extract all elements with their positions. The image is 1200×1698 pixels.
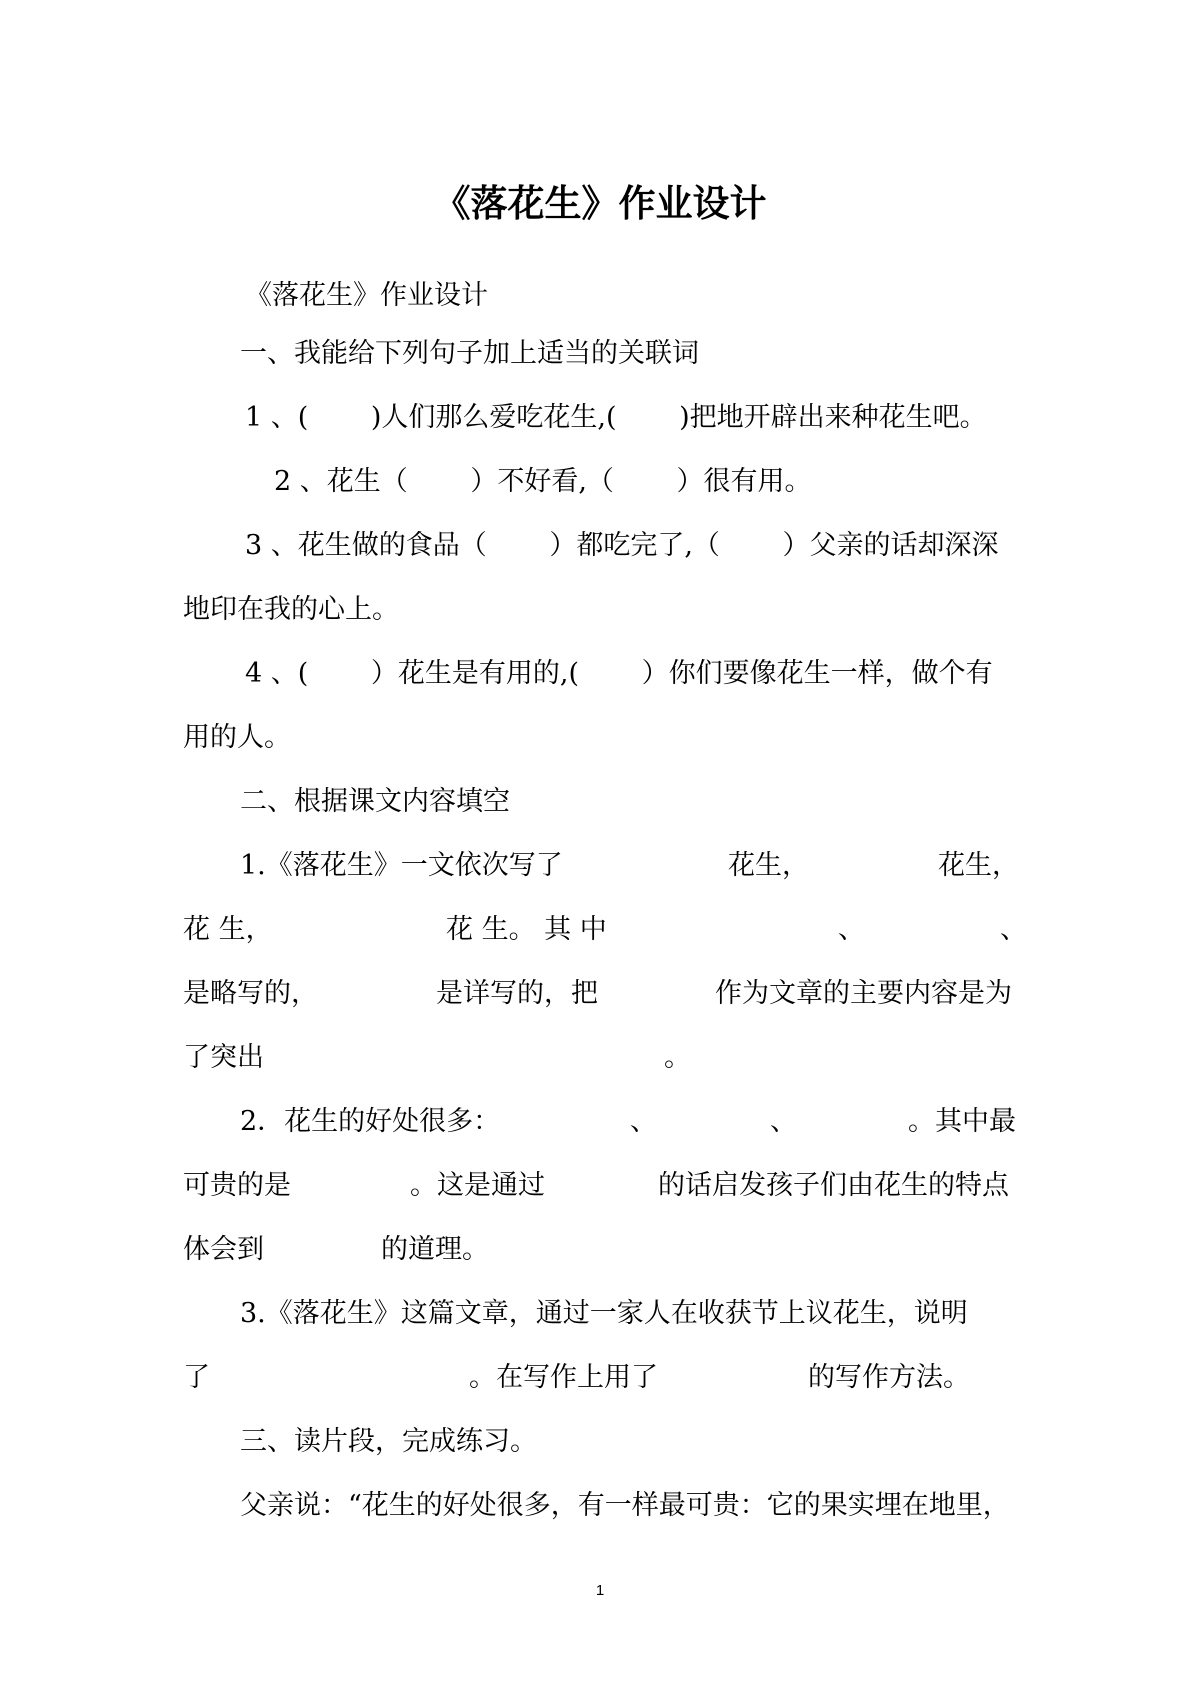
fill-3-line-1: 3.《落花生》这篇文章，通过一家人在收获节上议花生，说明 [240, 1298, 968, 1329]
fill-2-line-1-d: 。其中最 [908, 1106, 1016, 1137]
fill-1-line-2-c: 、 [838, 914, 865, 945]
fill-3-line-2-b: 。在写作上用了 [469, 1362, 658, 1393]
subtitle-line: 《落花生》作业设计 [245, 280, 488, 311]
fill-1-line-2-a: 花 生， [183, 914, 273, 945]
fill-1-line-3-a: 是略写的， [183, 978, 318, 1009]
fill-2-line-3-a: 体会到 [183, 1234, 264, 1265]
passage-line-1: 父亲说：“花生的好处很多，有一样最可贵：它的果实埋在地里， [240, 1490, 1010, 1521]
question-1-3-line-1: 3 、花生做的食品（ ）都吃完了,（ ）父亲的话却深深 [245, 530, 999, 561]
fill-2-line-2-a: 可贵的是 [183, 1170, 291, 1201]
fill-1-line-1-b: 花生， [728, 850, 809, 881]
fill-1-line-4-b: 。 [664, 1042, 691, 1073]
fill-1-line-3-c: 作为文章的主要内容是为 [715, 978, 1012, 1009]
fill-1-line-3-b: 是详写的，把 [436, 978, 598, 1009]
fill-3-line-2-c: 的写作方法。 [808, 1362, 970, 1393]
fill-2-line-2-b: 。这是通过 [410, 1170, 545, 1201]
document-title: 《落花生》作业设计 [433, 182, 767, 225]
question-1-2: 2 、花生（ ）不好看,（ ）很有用。 [274, 466, 812, 497]
question-1-3-line-2: 地印在我的心上。 [183, 594, 399, 625]
fill-2-line-1-a: 2．花生的好处很多： [240, 1106, 501, 1137]
fill-2-line-3-b: 的道理。 [381, 1234, 489, 1265]
section-one-heading: 一、我能给下列句子加上适当的关联词 [240, 338, 699, 369]
fill-2-line-1-b: 、 [630, 1106, 657, 1137]
section-three-heading: 三、读片段，完成练习。 [240, 1426, 537, 1457]
question-1-4-line-1: 4 、( ）花生是有用的,( ）你们要像花生一样，做个有 [245, 658, 993, 689]
page-number: 1 [595, 1582, 605, 1599]
fill-1-line-4-a: 了突出 [183, 1042, 264, 1073]
fill-1-line-2-b: 花 生。 其 中 [446, 914, 607, 945]
fill-2-line-2-c: 的话启发孩子们由花生的特点 [658, 1170, 1009, 1201]
fill-1-line-1-c: 花生， [938, 850, 1019, 881]
fill-1-line-1-a: 1.《落花生》一文依次写了 [240, 850, 563, 881]
fill-3-line-2-a: 了 [183, 1362, 210, 1393]
fill-1-line-2-d: 、 [1000, 914, 1027, 945]
section-two-heading: 二、根据课文内容填空 [240, 786, 510, 817]
question-1-1: 1 、( )人们那么爱吃花生,( )把地开辟出来种花生吧。 [245, 402, 987, 433]
question-1-4-line-2: 用的人。 [183, 722, 291, 753]
fill-2-line-1-c: 、 [770, 1106, 797, 1137]
